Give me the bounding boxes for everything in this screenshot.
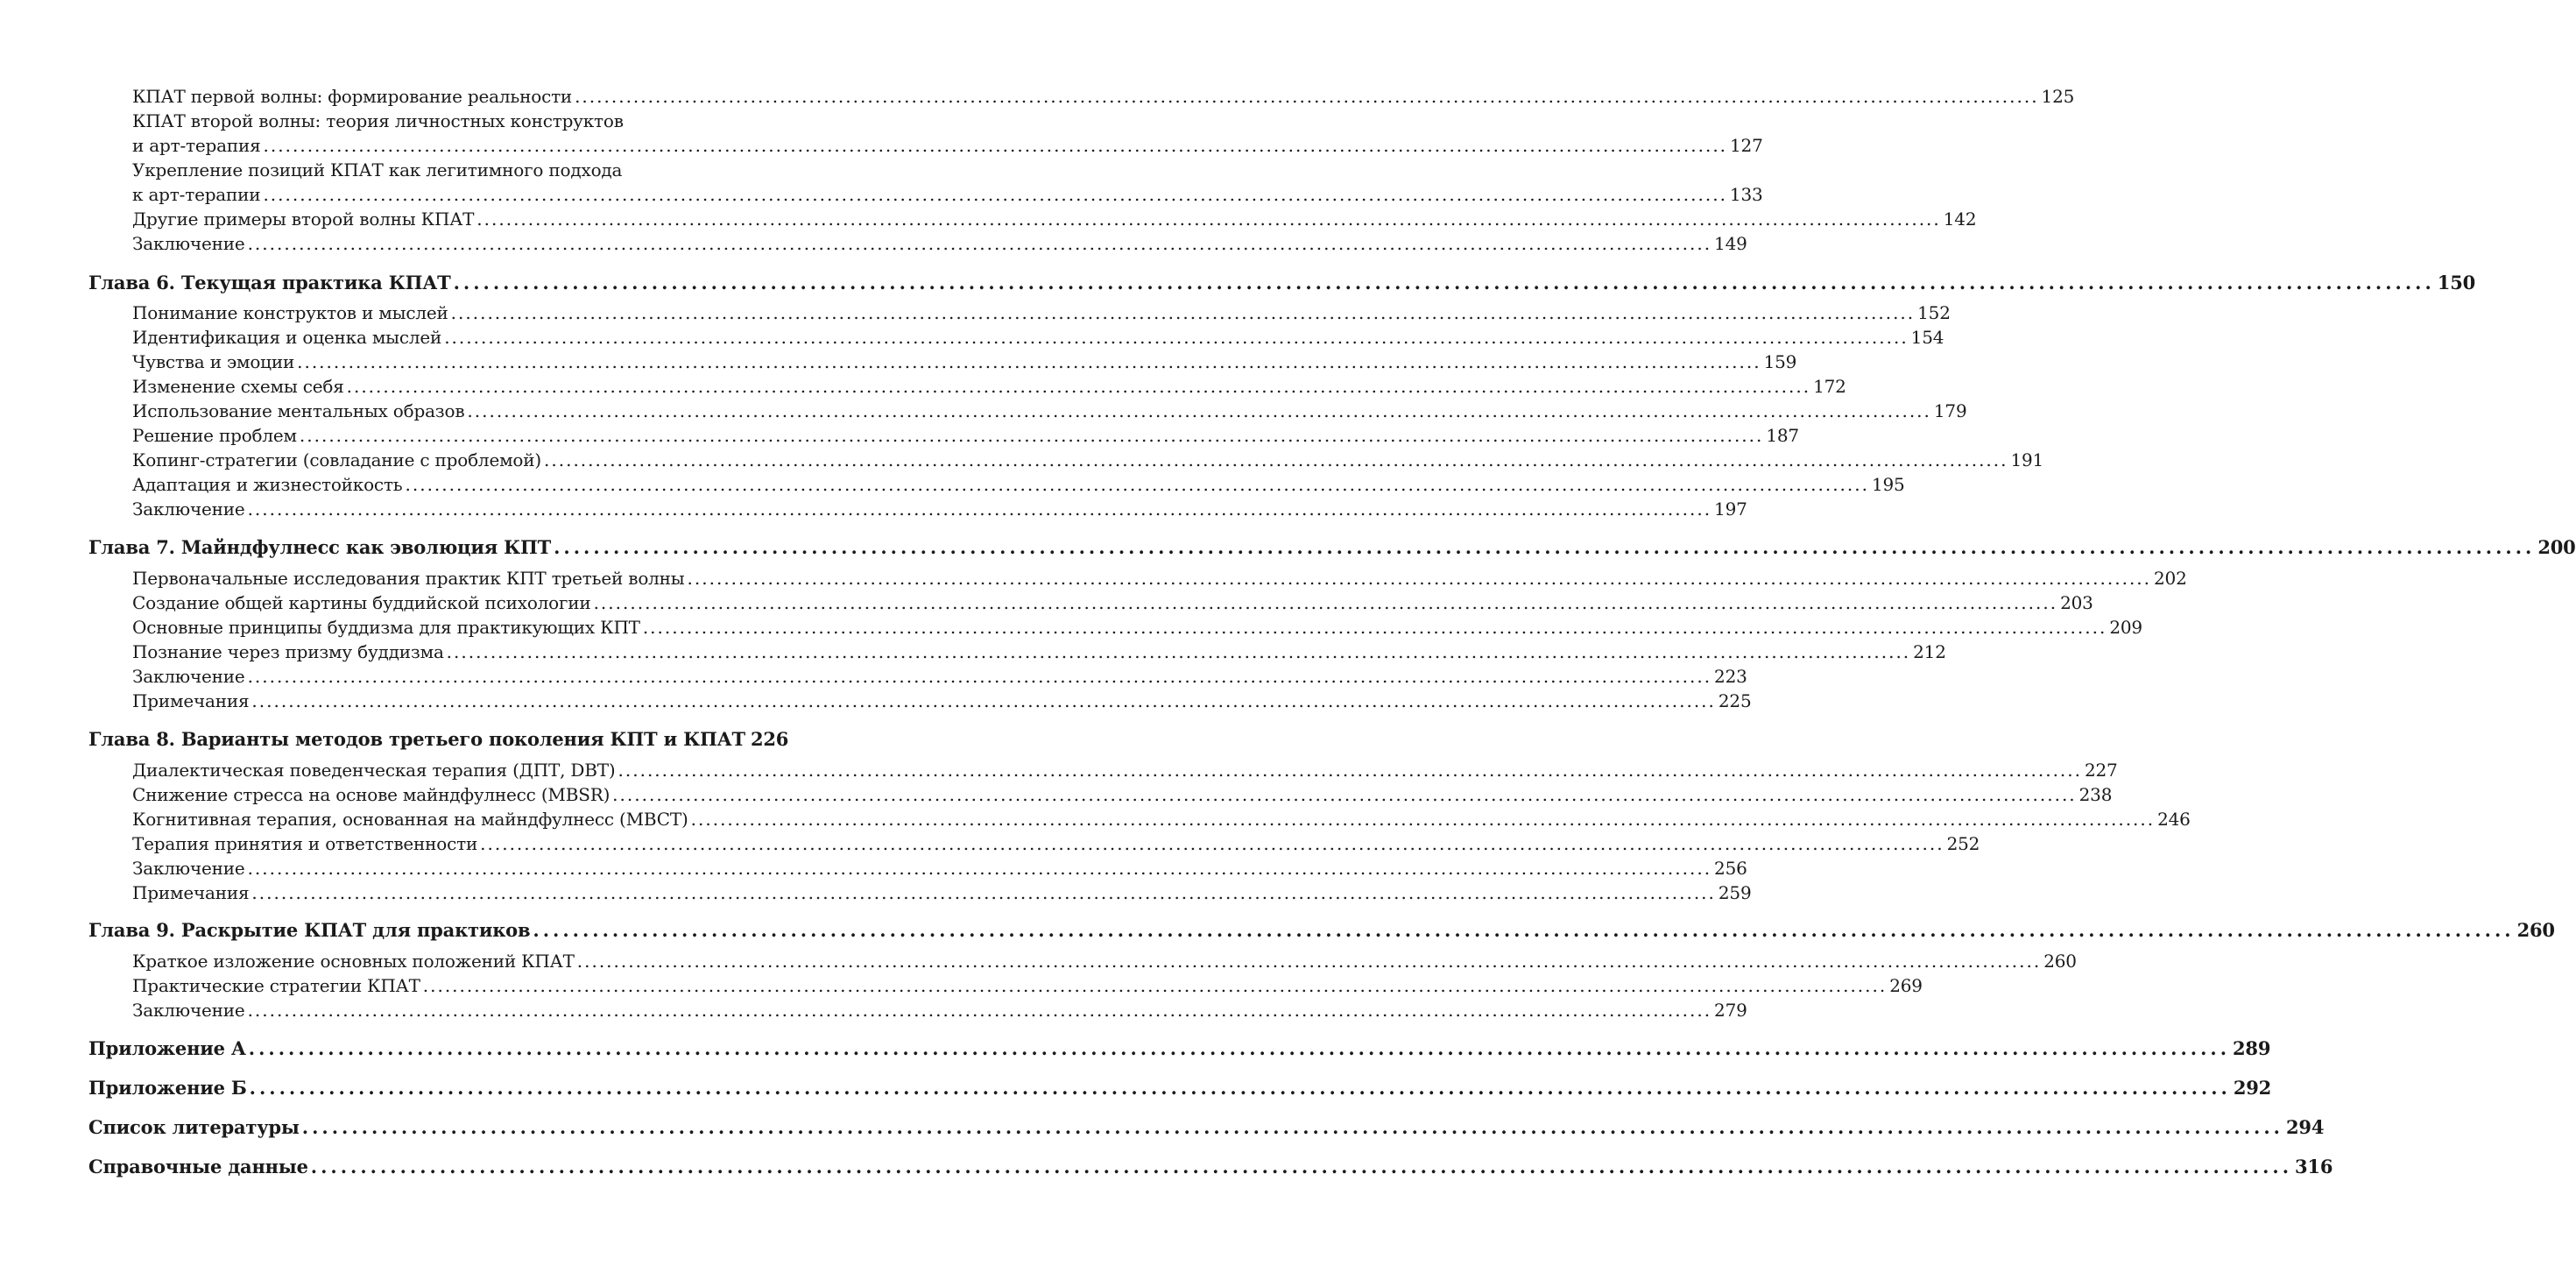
page-number: 127 [1730, 135, 1763, 156]
toc-entry[interactable] [132, 474, 1905, 495]
entry-title: Краткое изложение основных положений КПАТ [132, 951, 575, 972]
dot-leader: ........................................................................................................................................................................................................ [263, 184, 1727, 205]
toc-entry[interactable] [132, 833, 1980, 854]
page-number: 260 [2516, 919, 2555, 941]
appendix-b-entry[interactable] [88, 1077, 2272, 1099]
dot-leader: ........................................................................................................................................................................................................ [422, 975, 1888, 996]
page-number: 133 [1729, 184, 1763, 205]
page-number: 238 [2078, 784, 2113, 805]
dot-leader: ........................................................................................................................................................................................................ [453, 272, 2435, 293]
entry-title: Другие примеры второй волны КПАТ [132, 209, 475, 230]
toc-entry[interactable] [132, 951, 2077, 972]
toc-entry[interactable] [132, 449, 2044, 470]
page-number: 191 [2010, 449, 2044, 470]
toc-entry[interactable] [132, 499, 1747, 520]
page-number: 159 [1763, 351, 1797, 372]
entry-title: Список литературы [88, 1116, 300, 1138]
page-number: 227 [2085, 760, 2118, 781]
entry-title: Заключение [132, 858, 245, 879]
entry-title: Заключение [132, 1000, 245, 1021]
dot-leader: ........................................................................................................................................................................................................ [251, 882, 1716, 903]
dot-leader: ........................................................................................................................................................................................................ [467, 400, 1931, 421]
page-number: 197 [1714, 499, 1747, 520]
dot-leader: ........................................................................................................................................................................................................ [576, 951, 2042, 972]
toc-entry[interactable] [132, 809, 2191, 830]
entry-title: Чувства и эмоции [132, 351, 295, 372]
page-number: 294 [2286, 1116, 2325, 1138]
dot-leader: ........................................................................................................................................................................................................ [247, 1000, 1712, 1021]
page-number: 150 [2437, 272, 2476, 293]
page-number: 259 [1718, 882, 1752, 903]
dot-leader: ........................................................................................................................................................................................................ [450, 302, 1916, 323]
page-number: 212 [1913, 641, 1946, 662]
chapter-title: Глава 9. Раскрытие КПАТ для практиков [88, 919, 531, 941]
dot-leader: ........................................................................................................................................................................................................ [251, 690, 1716, 711]
dot-leader: ........................................................................................................................................................................................................ [575, 86, 2039, 107]
entry-title: Примечания [132, 882, 250, 903]
toc-entry[interactable] [132, 400, 1967, 421]
dot-leader: ........................................................................................................................................................................................................ [690, 809, 2156, 830]
entry-title: Адаптация и жизнестойкость [132, 474, 403, 495]
toc-entry[interactable] [132, 666, 1747, 687]
page-number: 203 [2060, 592, 2093, 613]
page-number: 149 [1714, 233, 1747, 254]
toc-entry[interactable] [132, 376, 1846, 397]
entry-title: Первоначальные исследования практик КПТ третьей волны [132, 568, 685, 589]
toc-entry[interactable] [132, 784, 2113, 805]
toc-entry[interactable] [132, 617, 2142, 638]
dot-leader: ........................................................................................................................................................................................................ [249, 1077, 2231, 1099]
dot-leader: ........................................................................................................................................................................................................ [299, 425, 1764, 446]
entry-title: Практические стратегии КПАТ [132, 975, 420, 996]
page-number: 225 [1718, 690, 1752, 711]
entry-title-line2: и арт-терапия [132, 135, 261, 156]
dot-leader: ........................................................................................................................................................................................................ [247, 233, 1712, 254]
chapter-title: Глава 8. Варианты методов третьего поколения КПТ и КПАТ [88, 728, 745, 750]
dot-leader: ........................................................................................................................................................................................................ [593, 592, 2058, 613]
entry-title-line2: к арт-терапии [132, 184, 261, 205]
entry-title: Приложение А [88, 1037, 246, 1059]
toc-entry[interactable] [132, 327, 1944, 348]
toc-entry[interactable] [132, 592, 2093, 613]
entry-title: Заключение [132, 499, 245, 520]
toc-entry[interactable] [132, 425, 1799, 446]
entry-title: Приложение Б [88, 1077, 247, 1099]
entry-title: Понимание конструктов и мыслей [132, 302, 448, 323]
dot-leader: ........................................................................................................................................................................................................ [544, 449, 2008, 470]
page-number: 279 [1714, 1000, 1747, 1021]
dot-leader: ........................................................................................................................................................................................................ [247, 858, 1712, 879]
toc-entry[interactable] [132, 209, 1977, 230]
dot-leader: ........................................................................................................................................................................................................ [247, 666, 1712, 687]
toc-entry[interactable] [132, 690, 1752, 711]
dot-leader: ........................................................................................................................................................................................................ [263, 135, 1728, 156]
toc-entry[interactable] [132, 351, 1797, 372]
entry-title: Решение проблем [132, 425, 297, 446]
chapter-entry[interactable] [88, 272, 2476, 293]
entry-title-line1[interactable]: Укрепление позиций КПАТ как легитимного подхода [132, 159, 623, 180]
chapter-title: Глава 6. Текущая практика КПАТ [88, 272, 451, 293]
dot-leader: ........................................................................................................................................................................................................ [297, 351, 1761, 372]
entry-title: Снижение стресса на основе майндфулнесс (MBSR) [132, 784, 610, 805]
toc-entry[interactable] [132, 135, 1763, 156]
chapter-entry[interactable] [88, 536, 2576, 558]
bibliography-entry[interactable] [88, 1116, 2325, 1138]
entry-title: Идентификация и оценка мыслей [132, 327, 442, 348]
dot-leader: ........................................................................................................................................................................................................ [301, 1116, 2283, 1138]
page-number: 269 [1889, 975, 1923, 996]
toc-entry[interactable] [132, 641, 1946, 662]
dot-leader: ........................................................................................................................................................................................................ [480, 833, 1944, 854]
entry-title: Терапия принятия и ответственности [132, 833, 478, 854]
page-number: 316 [2295, 1156, 2333, 1177]
dot-leader: ........................................................................................................................................................................................................ [247, 499, 1712, 520]
dot-leader: ........................................................................................................................................................................................................ [618, 760, 2082, 781]
page-number: 172 [1813, 376, 1846, 397]
dot-leader: ........................................................................................................................................................................................................ [405, 474, 1869, 495]
entry-title: Заключение [132, 666, 245, 687]
toc-entry[interactable] [132, 233, 1747, 254]
dot-leader: ........................................................................................................................................................................................................ [554, 536, 2536, 558]
entry-title: Создание общей картины буддийской психологии [132, 592, 591, 613]
entry-title: Использование ментальных образов [132, 400, 465, 421]
toc-entry[interactable] [132, 184, 1763, 205]
toc-entry[interactable] [132, 882, 1752, 903]
reference-data-entry[interactable] [88, 1156, 2333, 1177]
dot-leader: ........................................................................................................................................................................................................ [533, 919, 2515, 941]
entry-title: Диалектическая поведенческая терапия (ДПТ, DBT) [132, 760, 616, 781]
toc-entry[interactable] [132, 568, 2187, 589]
page-number: 187 [1766, 425, 1799, 446]
page-number: 200 [2537, 536, 2576, 558]
page-number: 256 [1714, 858, 1747, 879]
toc-entry[interactable] [132, 1000, 1747, 1021]
page-number: 246 [2157, 809, 2191, 830]
entry-title: КПАТ первой волны: формирование реальности [132, 86, 573, 107]
dot-leader: ........................................................................................................................................................................................................ [346, 376, 1811, 397]
toc-entry[interactable] [132, 302, 1951, 323]
page-number: 209 [2109, 617, 2142, 638]
toc-entry[interactable] [132, 858, 1747, 879]
page-number: 202 [2154, 568, 2187, 589]
page-number: 154 [1910, 327, 1944, 348]
entry-title: Справочные данные [88, 1156, 308, 1177]
entry-title: Копинг-стратегии (совладание с проблемой) [132, 449, 542, 470]
toc-entry[interactable] [132, 760, 2118, 781]
page-number: 292 [2233, 1077, 2272, 1099]
entry-title: Когнитивная терапия, основанная на майндфулнесс (MBCT) [132, 809, 688, 830]
page-number: 289 [2233, 1037, 2271, 1059]
chapter-title: Глава 7. Майндфулнесс как эволюция КПТ [88, 536, 552, 558]
chapter-entry[interactable] [88, 919, 2555, 941]
page-number: 195 [1871, 474, 1905, 495]
dot-leader: ........................................................................................................................................................................................................ [687, 568, 2152, 589]
entry-title: Познание через призму буддизма [132, 641, 444, 662]
page-number: 152 [1917, 302, 1951, 323]
dot-leader: ........................................................................................................................................................................................................ [446, 641, 1911, 662]
toc-entry[interactable] [132, 86, 2075, 107]
dot-leader: ........................................................................................................................................................................................................ [248, 1037, 2231, 1059]
dot-leader: ........................................................................................................................................................................................................ [310, 1156, 2293, 1177]
page-number: 179 [1933, 400, 1967, 421]
page-number: 142 [1943, 209, 1977, 230]
entry-title: Заключение [132, 233, 245, 254]
dot-leader: ........................................................................................................................................................................................................ [642, 617, 2107, 638]
page-number: 223 [1714, 666, 1747, 687]
appendix-a-entry[interactable] [88, 1037, 2271, 1059]
entry-title-line1[interactable]: КПАТ второй волны: теория личностных конструктов [132, 110, 624, 131]
toc-entry[interactable] [132, 975, 1923, 996]
dot-leader: ........................................................................................................................................................................................................ [476, 209, 1941, 230]
dot-leader: ........................................................................................................................................................................................................ [612, 784, 2077, 805]
page-number: 252 [1946, 833, 1980, 854]
chapter-entry[interactable] [88, 728, 787, 750]
page-number: 260 [2043, 951, 2077, 972]
dot-leader: ........................................................................................................................................................................................................ [444, 327, 1909, 348]
entry-title: Изменение схемы себя [132, 376, 344, 397]
entry-title: Основные принципы буддизма для практикующих КПТ [132, 617, 640, 638]
entry-title: Примечания [132, 690, 250, 711]
page-number: 226 [750, 728, 789, 750]
page-number: 125 [2041, 86, 2075, 107]
